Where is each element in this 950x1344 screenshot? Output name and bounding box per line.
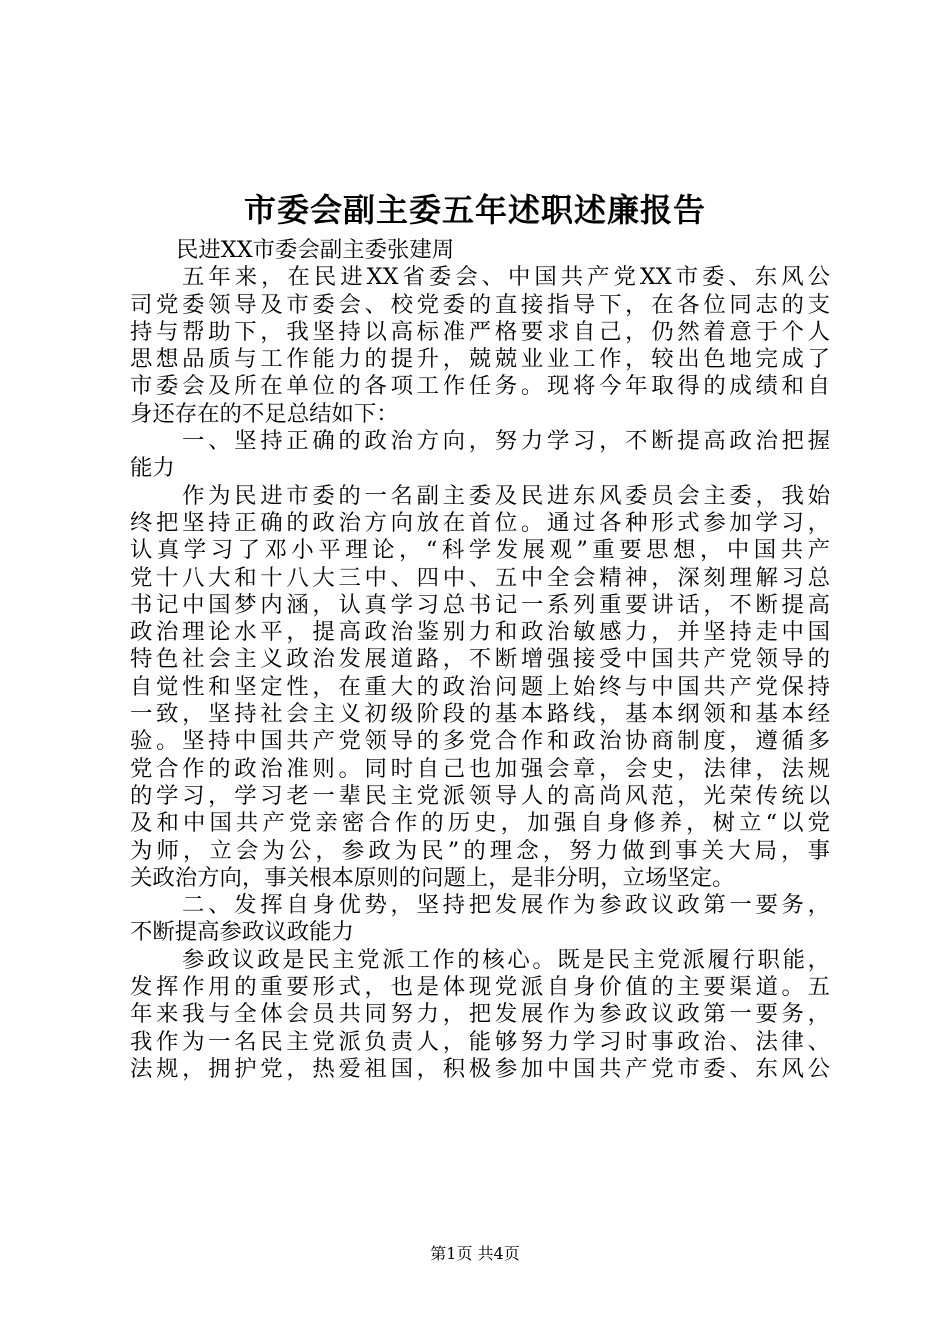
body-line: 特色社会主义政治发展道路，不断增强接受中国共产党领导的 xyxy=(130,646,830,673)
body-line: 的学习，学习老一辈民主党派领导人的高尚风范，光荣传统以 xyxy=(130,782,830,809)
body-line: 司党委领导及市委会、校党委的直接指导下，在各位同志的支 xyxy=(130,291,830,318)
document-title: 市委会副主委五年述职述廉报告 xyxy=(243,191,706,229)
body-line: 一、坚持正确的政治方向，努力学习，不断提高政治把握 xyxy=(182,428,830,455)
body-line: 终把坚持正确的政治方向放在首位。通过各种形式参加学习， xyxy=(130,509,830,536)
body-line: 身还存在的不足总结如下： xyxy=(130,400,399,427)
body-line: 发挥作用的重要形式，也是体现党派自身价值的主要渠道。五 xyxy=(130,974,830,1001)
body-line: 民进XX市委会副主委张建周 xyxy=(176,237,455,263)
body-line: 思想品质与工作能力的提升，兢兢业业工作，较出色地完成了 xyxy=(130,346,830,373)
body-line: 参政议政是民主党派工作的核心。既是民主党派履行职能， xyxy=(182,946,830,973)
body-line: 我作为一名民主党派负责人，能够努力学习时事政治、法律、 xyxy=(130,1028,830,1055)
body-line: 一致，坚持社会主义初级阶段的基本路线，基本纲领和基本经 xyxy=(130,701,830,728)
body-line: 党十八大和十八大三中、四中、五中全会精神，深刻理解习总 xyxy=(130,564,830,591)
body-line: 验。坚持中国共产党领导的多党合作和政治协商制度，遵循多 xyxy=(130,728,830,755)
body-line: 能力 xyxy=(130,455,175,482)
body-line: 书记中国梦内涵，认真学习总书记一系列重要讲话，不断提高 xyxy=(130,591,830,618)
body-line: 自觉性和坚定性，在重大的政治问题上始终与中国共产党保持 xyxy=(130,673,830,700)
body-line: 关政治方向，事关根本原则的问题上，是非分明，立场坚定。 xyxy=(130,864,735,891)
body-line: 五年来，在民进XX省委会、中国共产党XX市委、东风公 xyxy=(182,264,830,291)
body-line: 市委会及所在单位的各项工作任务。现将今年取得的成绩和自 xyxy=(130,373,830,400)
body-line: 法规，拥护党，热爱祖国，积极参加中国共产党市委、东风公 xyxy=(130,1055,830,1082)
body-line: 不断提高参政议政能力 xyxy=(130,919,354,946)
document-body xyxy=(130,237,830,1083)
body-line: 作为民进市委的一名副主委及民进东风委员会主委，我始 xyxy=(182,482,830,509)
body-line: 为师，立会为公，参政为民”的理念，努力做到事关大局，事 xyxy=(130,837,830,864)
body-line: 年来我与全体会员共同努力，把发展作为参政议政第一要务， xyxy=(130,1001,830,1028)
body-line: 二、发挥自身优势，坚持把发展作为参政议政第一要务， xyxy=(182,892,830,919)
body-line: 及和中国共产党亲密合作的历史，加强自身修养，树立“以党 xyxy=(130,810,830,837)
body-line: 政治理论水平，提高政治鉴别力和政治敏感力，并坚持走中国 xyxy=(130,619,830,646)
body-line: 持与帮助下，我坚持以高标准严格要求自己，仍然着意于个人 xyxy=(130,318,830,345)
body-line: 认真学习了邓小平理论，“科学发展观”重要思想，中国共产 xyxy=(130,537,830,564)
page-footer: 第1页 共4页 xyxy=(430,1244,520,1263)
body-line: 党合作的政治准则。同时自己也加强会章，会史，法律，法规 xyxy=(130,755,830,782)
